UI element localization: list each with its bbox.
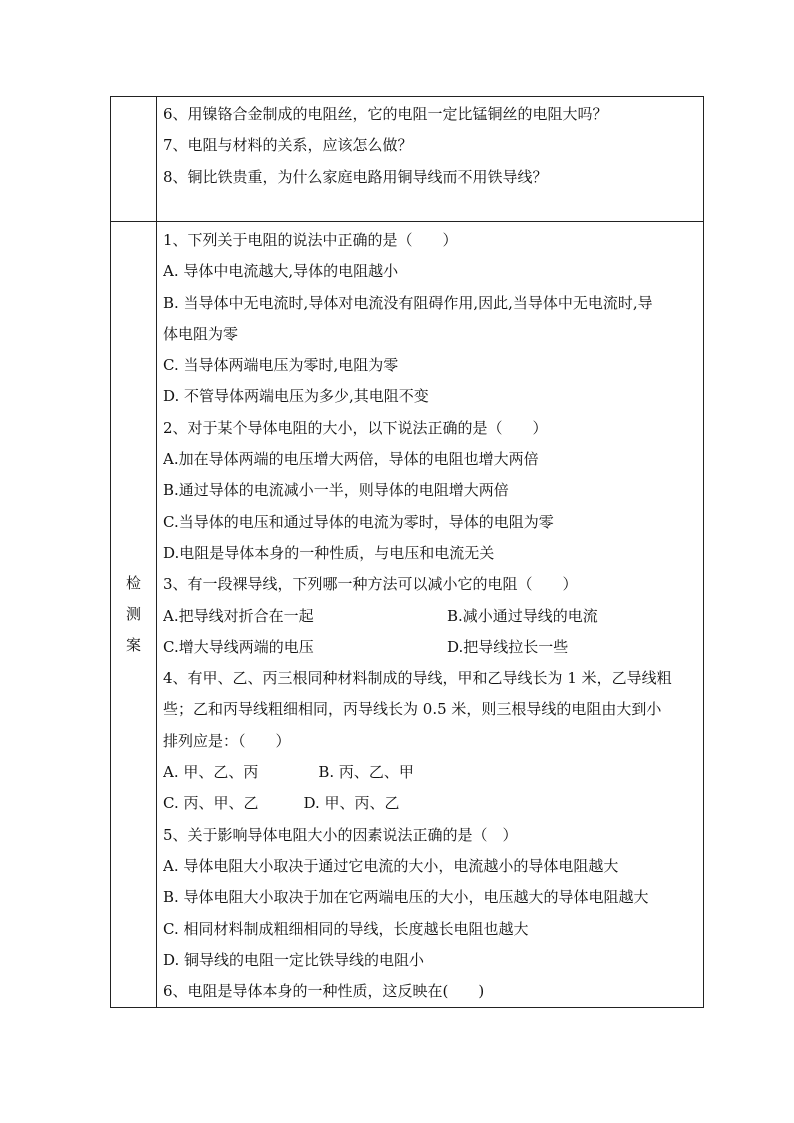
- q2-option-d: D.电阻是导体本身的一种性质，与电压和电流无关: [163, 543, 495, 562]
- q6-stem: 6、电阻是导体本身的一种性质，这反映在( ): [163, 982, 485, 1001]
- q3-stem: 3、有一段裸导线，下列哪一种方法可以减小它的电阻（ ）: [163, 575, 578, 594]
- q2-stem: 2、对于某个导体电阻的大小，以下说法正确的是（ ）: [163, 418, 548, 437]
- table-row-questions: [111, 97, 704, 222]
- q4-stem-line3: 排列应是：（ ）: [163, 731, 291, 750]
- table-row-test: [111, 222, 704, 1008]
- label-char: 案: [125, 636, 141, 655]
- q1-option-b-line2: 体电阻为零: [163, 324, 239, 343]
- q5-option-b: B. 导体电阻大小取决于加在它两端电压的大小，电压越大的导体电阻越大: [163, 888, 649, 907]
- question-8-text: 8、铜比铁贵重，为什么家庭电路用铜导线而不用铁导线？: [163, 167, 548, 186]
- q1-option-d: D. 不管导体两端电压为多少,其电阻不变: [163, 387, 429, 406]
- question-7-text: 7、电阻与材料的关系，应该怎么做？: [163, 136, 413, 155]
- questions-cell: [157, 97, 704, 222]
- test-questions-cell: [157, 222, 704, 1008]
- q1-stem: 1、下列关于电阻的说法中正确的是（ ）: [163, 231, 458, 249]
- q3-options-ab: [163, 601, 703, 632]
- row-label-empty: [111, 97, 157, 222]
- row-label-test: [111, 222, 157, 1008]
- q3-option-c: C.增大导线两端的电压: [163, 637, 314, 656]
- q3-option-a: A.把导线对折合在一起: [163, 606, 314, 625]
- q3-options-cd: [163, 632, 703, 663]
- label-char: 测: [125, 605, 141, 624]
- q3-option-b: B.减小通过导线的电流: [447, 606, 598, 625]
- question-6-text: 6、用镍铬合金制成的电阻丝，它的电阻一定比锰铜丝的电阻大吗？: [163, 105, 608, 123]
- q4-options-cd: C. 丙、甲、乙 D. 甲、丙、乙: [163, 794, 400, 813]
- q2-option-c: C.当导体的电压和通过导体的电流为零时，导体的电阻为零: [163, 512, 554, 531]
- label-char: 检: [125, 574, 141, 593]
- q5-option-d: D. 铜导线的电阻一定比铁导线的电阻小: [163, 950, 425, 969]
- q4-stem-line2: 些；乙和丙导线粗细相同，丙导线长为 0.5 米，则三根导线的电阻由大到小: [163, 700, 662, 719]
- q5-option-c: C. 相同材料制成粗细相同的导线，长度越长电阻也越大: [163, 919, 529, 938]
- q3-option-d: D.把导线拉长一些: [447, 637, 569, 656]
- q2-option-a: A.加在导体两端的电压增大两倍，导体的电阻也增大两倍: [163, 450, 539, 469]
- worksheet-table: [110, 96, 704, 1008]
- q5-stem: 5、关于影响导体电阻大小的因素说法正确的是（ ）: [163, 825, 518, 844]
- q2-option-b: B.通过导体的电流减小一半，则导体的电阻增大两倍: [163, 481, 509, 500]
- q1-option-c: C. 当导体两端电压为零时,电阻为零: [163, 356, 399, 375]
- q4-stem-line1: 4、有甲、乙、丙三根同种材料制成的导线，甲和乙导线长为 1 米，乙导线粗: [163, 669, 672, 688]
- q4-options-ab: A. 甲、乙、丙 B. 丙、乙、甲: [163, 763, 414, 782]
- q5-option-a: A. 导体电阻大小取决于通过它电流的大小，电流越小的导体电阻越大: [163, 856, 619, 875]
- q1-option-b-line1: B. 当导体中无电流时,导体对电流没有阻碍作用,因此,当导体中无电流时,导: [163, 293, 653, 312]
- q1-option-a: A. 导体中电流越大,导体的电阻越小: [163, 262, 399, 281]
